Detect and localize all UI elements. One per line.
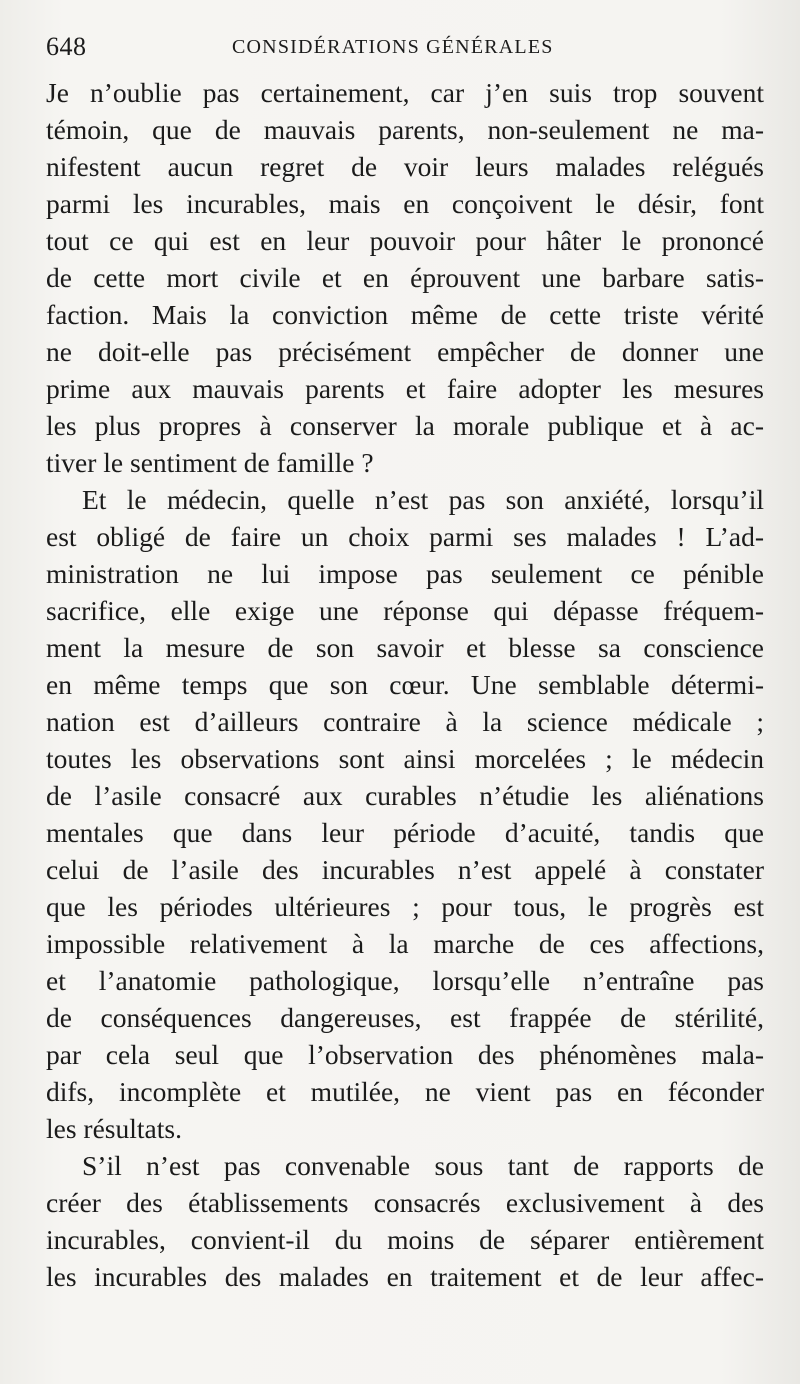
text-line: les plus propres à conserver la morale publique et à ac-: [46, 410, 764, 441]
text-line: parmi les incurables, mais en conçoivent le désir, font: [46, 188, 764, 219]
text-line: Je n’oublie pas certainement, car j’en suis trop souvent: [46, 77, 764, 108]
page-body: [46, 74, 764, 1295]
text-line: ment la mesure de son savoir et blesse sa conscience: [46, 632, 764, 663]
running-head: CONSIDÉRATIONS GÉNÉRALES: [232, 36, 554, 58]
text-line: en même temps que son cœur. Une semblable détermi-: [46, 669, 764, 700]
text-line: de conséquences dangereuses, est frappée de stérilité,: [46, 1002, 764, 1033]
text-line: toutes les observations sont ainsi morcelées ; le médecin: [46, 743, 764, 774]
text-line: incurables, convient-il du moins de séparer entièrement: [46, 1224, 764, 1255]
text-line: les incurables des malades en traitement et de leur affec-: [46, 1261, 764, 1292]
text-line: celui de l’asile des incurables n’est appelé à constater: [46, 854, 764, 885]
text-line: créer des établissements consacrés exclusivement à des: [46, 1187, 764, 1218]
text-line: difs, incomplète et mutilée, ne vient pas en féconder: [46, 1076, 764, 1107]
text-line: Et le médecin, quelle n’est pas son anxiété, lorsqu’il: [82, 484, 764, 515]
text-line: témoin, que de mauvais parents, non-seulement ne ma-: [46, 114, 764, 145]
text-line: nifestent aucun regret de voir leurs malades relégués: [46, 151, 764, 182]
text-line: mentales que dans leur période d’acuité, tandis que: [46, 817, 764, 848]
text-line: et l’anatomie pathologique, lorsqu’elle n’entraîne pas: [46, 965, 764, 996]
text-line: nation est d’ailleurs contraire à la science médicale ;: [46, 706, 764, 737]
text-line: de l’asile consacré aux curables n’étudie les aliénations: [46, 780, 764, 811]
text-line: ministration ne lui impose pas seulement ce pénible: [46, 558, 764, 589]
text-line: ne doit-elle pas précisément empêcher de donner une: [46, 336, 764, 367]
text-line: de cette mort civile et en éprouvent une barbare satis-: [46, 262, 764, 293]
page-number: 648: [46, 32, 87, 61]
text-line: impossible relativement à la marche de ces affections,: [46, 928, 764, 959]
text-line: sacrifice, elle exige une réponse qui dépasse fréquem-: [46, 595, 764, 626]
text-line: les résultats.: [46, 1113, 182, 1144]
text-line: prime aux mauvais parents et faire adopter les mesures: [46, 373, 764, 404]
paragraph-2: [46, 481, 764, 1147]
page-header: [46, 32, 761, 66]
text-line: tiver le sentiment de famille ?: [46, 447, 374, 478]
text-line: est obligé de faire un choix parmi ses malades ! L’ad-: [46, 521, 764, 552]
paragraph-3: [46, 1147, 764, 1295]
text-line: S’il n’est pas convenable sous tant de rapports de: [82, 1150, 764, 1181]
text-line: par cela seul que l’observation des phénomènes mala-: [46, 1039, 764, 1070]
paragraph-1: [46, 74, 764, 481]
text-line: que les périodes ultérieures ; pour tous, le progrès est: [46, 891, 764, 922]
text-line: tout ce qui est en leur pouvoir pour hâter le prononcé: [46, 225, 764, 256]
text-line: faction. Mais la conviction même de cette triste vérité: [46, 299, 764, 330]
